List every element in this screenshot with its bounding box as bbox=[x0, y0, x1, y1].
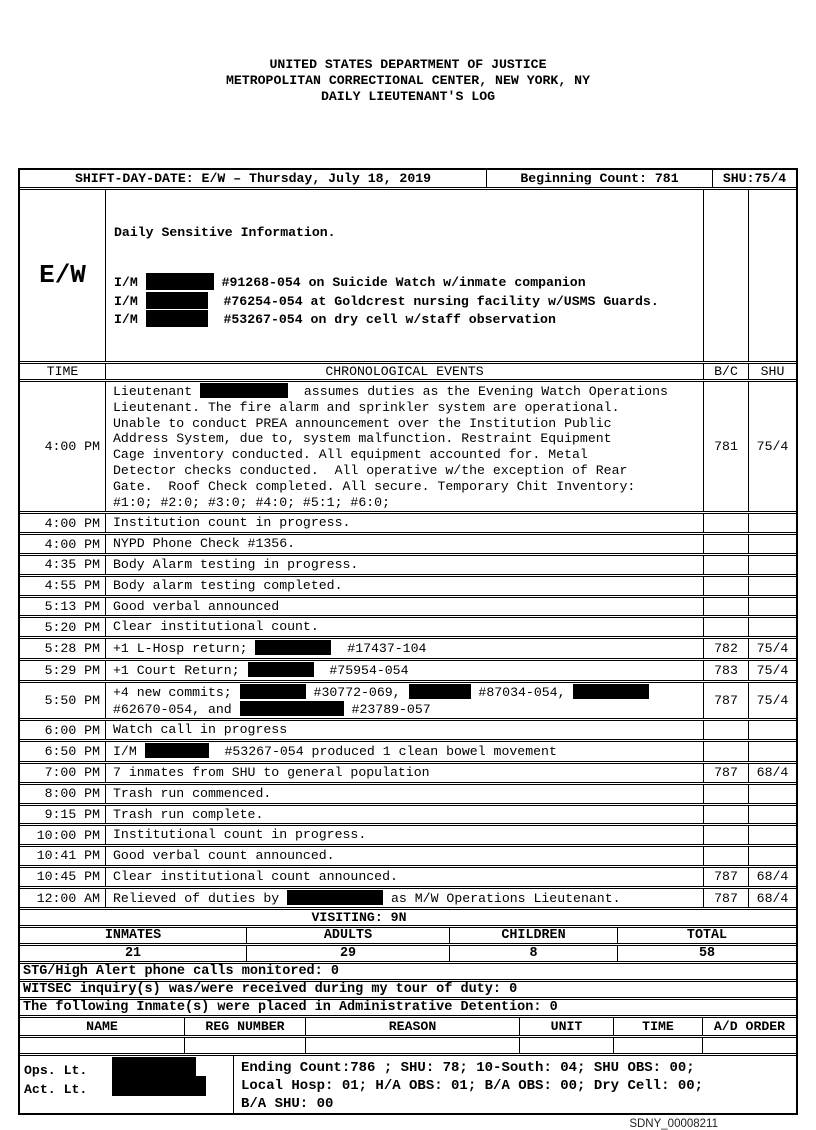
log-row bbox=[20, 617, 796, 637]
event-bc: 787 bbox=[703, 889, 748, 908]
text-segment: assumes duties as the Evening Watch Operations bbox=[288, 383, 668, 399]
text-segment: I/M bbox=[114, 293, 146, 309]
ad-empty-cell bbox=[184, 1038, 305, 1053]
signature-line bbox=[24, 1078, 233, 1097]
event-time: 5:20 PM bbox=[44, 619, 100, 635]
header-agency: UNITED STATES DEPARTMENT OF JUSTICE bbox=[269, 57, 547, 72]
event-shu bbox=[748, 721, 796, 739]
column-header-time: TIME bbox=[46, 363, 79, 379]
sensitive-line bbox=[114, 273, 703, 291]
visiting-column-header: CHILDREN bbox=[449, 928, 617, 943]
event-line bbox=[113, 640, 703, 657]
text-segment: Relieved of duties by bbox=[113, 890, 288, 906]
event-bc bbox=[703, 556, 748, 574]
event-text bbox=[105, 639, 703, 658]
visiting-value: 8 bbox=[449, 946, 617, 961]
text-segment: I/M bbox=[113, 744, 145, 760]
log-row bbox=[20, 660, 796, 681]
text-segment: Clear institutional count announced. bbox=[113, 868, 398, 884]
log-row bbox=[20, 846, 796, 866]
event-text bbox=[105, 721, 703, 739]
redaction-bar bbox=[200, 383, 288, 398]
visiting-value: 29 bbox=[246, 946, 449, 961]
text-segment: #1:0; #2:0; #3:0; #4:0; #5:1; #6:0; bbox=[113, 494, 390, 510]
log-row bbox=[20, 867, 796, 887]
event-time: 10:45 PM bbox=[36, 869, 100, 885]
event-bc bbox=[703, 535, 748, 553]
ad-empty-cell bbox=[702, 1038, 796, 1053]
event-bc: 781 bbox=[703, 382, 748, 511]
text-segment: Good verbal count announced. bbox=[113, 848, 335, 864]
event-text bbox=[105, 683, 703, 719]
event-text bbox=[105, 618, 703, 636]
log-row bbox=[20, 784, 796, 804]
event-line bbox=[113, 447, 703, 463]
ad-table-empty-row bbox=[20, 1037, 796, 1054]
sensitive-lines bbox=[114, 273, 703, 328]
text-segment: Clear institutional count. bbox=[113, 619, 319, 635]
event-line bbox=[113, 619, 703, 635]
signature-row bbox=[20, 1055, 796, 1113]
shu-cell-empty bbox=[748, 190, 796, 361]
event-shu: 75/4 bbox=[748, 639, 796, 658]
event-line bbox=[113, 743, 703, 760]
event-line bbox=[113, 869, 703, 885]
visiting-title: VISITING: 9N bbox=[311, 910, 407, 926]
event-line bbox=[113, 662, 703, 679]
event-line bbox=[113, 890, 703, 907]
summary-line: Ending Count:786 ; SHU: 78; 10-South: 04; SHU OBS: 00; bbox=[241, 1060, 695, 1077]
event-text bbox=[105, 577, 703, 595]
event-time: 5:28 PM bbox=[44, 641, 100, 657]
note-row bbox=[20, 963, 796, 980]
text-segment: Body Alarm testing in progress. bbox=[113, 556, 359, 572]
log-row bbox=[20, 741, 796, 762]
event-shu: 68/4 bbox=[748, 764, 796, 782]
event-bc bbox=[703, 742, 748, 761]
event-line bbox=[113, 827, 703, 843]
beginning-count: Beginning Count: 781 bbox=[486, 170, 712, 187]
signature-left-cell bbox=[20, 1056, 233, 1113]
ad-empty-cell bbox=[20, 1038, 184, 1053]
event-time: 10:41 PM bbox=[36, 848, 100, 864]
redaction-bar bbox=[255, 640, 331, 655]
text-segment: +4 new commits; bbox=[113, 684, 240, 700]
redaction-bar bbox=[112, 1057, 196, 1077]
column-header-events: CHRONOLOGICAL EVENTS bbox=[105, 364, 703, 379]
redaction-bar bbox=[248, 662, 314, 677]
log-row bbox=[20, 682, 796, 720]
event-text bbox=[105, 598, 703, 616]
event-shu bbox=[748, 806, 796, 824]
redaction-bar bbox=[287, 890, 383, 905]
visiting-column-header: ADULTS bbox=[246, 928, 449, 943]
signature-label: Act. Lt. bbox=[24, 1082, 88, 1098]
watch-label: E/W bbox=[39, 260, 86, 291]
event-shu: 75/4 bbox=[748, 683, 796, 719]
event-text bbox=[105, 764, 703, 782]
text-segment: as M/W Operations Lieutenant. bbox=[383, 890, 621, 906]
event-text bbox=[105, 785, 703, 803]
text-segment: Trash run commenced. bbox=[113, 785, 272, 801]
event-text bbox=[105, 847, 703, 865]
event-shu bbox=[748, 514, 796, 532]
log-row bbox=[20, 763, 796, 783]
ad-column-header: REASON bbox=[305, 1018, 519, 1035]
text-segment: #53267-054 on dry cell w/staff observation bbox=[207, 312, 556, 328]
log-row bbox=[20, 597, 796, 617]
event-text bbox=[105, 661, 703, 680]
event-shu bbox=[748, 556, 796, 574]
ad-column-header: A/D ORDER bbox=[702, 1018, 796, 1035]
text-segment: Watch call in progress bbox=[113, 722, 288, 738]
visiting-column-header: TOTAL bbox=[617, 928, 796, 943]
sensitive-information-row bbox=[20, 189, 796, 362]
note-text: WITSEC inquiry(s) was/were received during my tour of duty: 0 bbox=[23, 982, 518, 998]
shift-day-date: SHIFT-DAY-DATE: E/W – Thursday, July 18, 2019 bbox=[74, 171, 432, 186]
text-segment: #62670-054, and bbox=[113, 701, 240, 717]
column-header-shu: SHU bbox=[748, 364, 796, 379]
event-line bbox=[113, 479, 703, 495]
text-segment: Lieutenant bbox=[113, 383, 201, 399]
text-segment: +1 Court Return; bbox=[113, 662, 248, 678]
document-header bbox=[0, 0, 816, 105]
event-text bbox=[105, 514, 703, 532]
event-line bbox=[113, 463, 703, 479]
log-row bbox=[20, 825, 796, 845]
event-bc bbox=[703, 598, 748, 616]
log-row bbox=[20, 513, 796, 533]
shift-date-row bbox=[20, 170, 796, 188]
event-bc: 787 bbox=[703, 764, 748, 782]
lieutenant-log-table bbox=[18, 168, 798, 1115]
text-segment: #87034-054, bbox=[470, 684, 574, 700]
event-text bbox=[105, 806, 703, 824]
event-time: 4:00 PM bbox=[44, 515, 100, 531]
event-bc bbox=[703, 826, 748, 844]
event-time: 4:00 PM bbox=[44, 536, 100, 552]
sensitive-information-cell bbox=[105, 190, 703, 361]
event-text bbox=[105, 535, 703, 553]
text-segment: #76254-054 at Goldcrest nursing facility w/USMS Guards. bbox=[207, 293, 659, 309]
event-shu bbox=[748, 847, 796, 865]
redaction-bar bbox=[240, 701, 344, 716]
log-row bbox=[20, 381, 796, 512]
event-line bbox=[113, 599, 703, 615]
event-line bbox=[113, 431, 703, 447]
event-line bbox=[113, 848, 703, 864]
event-shu bbox=[748, 535, 796, 553]
visiting-column-header: INMATES bbox=[104, 928, 162, 944]
event-shu bbox=[748, 598, 796, 616]
text-segment: Good verbal announced bbox=[113, 598, 280, 614]
event-bc: 787 bbox=[703, 868, 748, 886]
event-bc bbox=[703, 721, 748, 739]
signature-label: Ops. Lt. bbox=[24, 1063, 88, 1079]
event-bc: 783 bbox=[703, 661, 748, 680]
event-line bbox=[113, 557, 703, 573]
ad-column-header: TIME bbox=[613, 1018, 702, 1035]
ad-column-header: REG NUMBER bbox=[184, 1018, 305, 1035]
event-line bbox=[113, 765, 703, 781]
redaction-bar bbox=[573, 684, 649, 699]
redaction-bar bbox=[146, 292, 208, 309]
log-row bbox=[20, 638, 796, 659]
sensitive-line bbox=[114, 310, 703, 328]
redaction-bar bbox=[146, 310, 208, 327]
event-time: 4:55 PM bbox=[44, 578, 100, 594]
redaction-bar bbox=[112, 1076, 206, 1096]
text-segment: Trash run complete. bbox=[113, 806, 264, 822]
visiting-value: 21 bbox=[124, 946, 142, 962]
header-facility: METROPOLITAN CORRECTIONAL CENTER, NEW YORK, NY bbox=[225, 73, 591, 88]
log-row bbox=[20, 576, 796, 596]
bates-number: SDNY_00008211 bbox=[629, 1118, 718, 1130]
event-bc bbox=[703, 785, 748, 803]
log-row bbox=[20, 805, 796, 825]
event-time: 5:13 PM bbox=[44, 598, 100, 614]
column-header-bc: B/C bbox=[703, 364, 748, 379]
event-shu: 75/4 bbox=[748, 382, 796, 511]
event-line bbox=[113, 495, 703, 511]
event-line bbox=[113, 400, 703, 416]
event-line bbox=[113, 536, 703, 552]
ad-table-header-row bbox=[20, 1017, 796, 1036]
event-time: 10:00 PM bbox=[36, 827, 100, 843]
text-segment: Body alarm testing completed. bbox=[113, 577, 343, 593]
text-segment: #30772-069, bbox=[305, 684, 409, 700]
text-segment: #23789-057 bbox=[343, 701, 431, 717]
text-segment: I/M bbox=[114, 275, 146, 291]
log-row bbox=[20, 555, 796, 575]
note-text: The following Inmate(s) were placed in Administrative Detention: 0 bbox=[23, 1000, 558, 1016]
event-line bbox=[113, 578, 703, 594]
redaction-bar bbox=[145, 743, 209, 758]
event-time: 4:00 PM bbox=[44, 439, 100, 455]
event-time: 7:00 PM bbox=[44, 765, 100, 781]
text-segment: Institution count in progress. bbox=[113, 515, 351, 531]
redaction-bar bbox=[240, 684, 306, 699]
ad-empty-cell bbox=[305, 1038, 519, 1053]
event-line bbox=[113, 722, 703, 738]
event-bc bbox=[703, 847, 748, 865]
event-line bbox=[113, 383, 703, 400]
shu-count: SHU:75/4 bbox=[712, 170, 796, 187]
text-segment: #91268-054 on Suicide Watch w/inmate companion bbox=[213, 275, 586, 291]
summary-line: Local Hosp: 01; H/A OBS: 01; B/A OBS: 00; Dry Cell: 00; bbox=[241, 1078, 704, 1095]
text-segment: Detector checks conducted. All operative w/the exception of Rear bbox=[113, 462, 628, 478]
sensitive-line bbox=[114, 292, 703, 310]
event-bc bbox=[703, 618, 748, 636]
event-time: 5:29 PM bbox=[44, 662, 100, 678]
note-row bbox=[20, 999, 796, 1016]
log-row bbox=[20, 534, 796, 554]
visiting-columns-row bbox=[20, 927, 796, 944]
event-shu bbox=[748, 826, 796, 844]
event-shu bbox=[748, 577, 796, 595]
event-shu: 75/4 bbox=[748, 661, 796, 680]
log-column-header-row bbox=[20, 363, 796, 380]
event-shu: 68/4 bbox=[748, 889, 796, 908]
event-time: 6:00 PM bbox=[44, 722, 100, 738]
log-row bbox=[20, 888, 796, 909]
sensitive-title: Daily Sensitive Information. bbox=[114, 224, 336, 240]
text-segment: Institutional count in progress. bbox=[113, 827, 367, 843]
event-text bbox=[105, 826, 703, 844]
text-segment: Lieutenant. The fire alarm and sprinkler system are operational. bbox=[113, 399, 620, 415]
summary-line: B/A SHU: 00 bbox=[241, 1096, 334, 1113]
event-text bbox=[105, 382, 703, 511]
visiting-value: 58 bbox=[617, 946, 796, 961]
event-bc bbox=[703, 806, 748, 824]
bc-cell-empty bbox=[703, 190, 748, 361]
ad-empty-cell bbox=[613, 1038, 702, 1053]
text-segment: #17437-104 bbox=[331, 641, 427, 657]
text-segment: NYPD Phone Check #1356. bbox=[113, 536, 296, 552]
event-line bbox=[113, 786, 703, 802]
ad-column-header: NAME bbox=[86, 1019, 118, 1035]
event-shu bbox=[748, 742, 796, 761]
event-time: 8:00 PM bbox=[44, 786, 100, 802]
header-doc-title: DAILY LIEUTENANT'S LOG bbox=[320, 89, 496, 104]
ad-column-header: UNIT bbox=[519, 1018, 613, 1035]
note-text: STG/High Alert phone calls monitored: 0 bbox=[23, 964, 339, 980]
visiting-title-row bbox=[20, 909, 796, 926]
ad-empty-cell bbox=[519, 1038, 613, 1053]
event-time: 6:50 PM bbox=[44, 744, 100, 759]
event-bc: 787 bbox=[703, 683, 748, 719]
event-shu: 68/4 bbox=[748, 868, 796, 886]
text-segment: Address System, due to, system malfunction. Restraint Equipment bbox=[113, 431, 612, 447]
event-text bbox=[105, 889, 703, 908]
event-time: 5:50 PM bbox=[44, 693, 100, 709]
event-line bbox=[113, 701, 703, 718]
event-shu bbox=[748, 618, 796, 636]
redaction-bar bbox=[146, 273, 214, 290]
event-bc: 782 bbox=[703, 639, 748, 658]
text-segment: #53267-054 produced 1 clean bowel movement bbox=[208, 744, 557, 760]
note-row bbox=[20, 981, 796, 998]
event-line bbox=[113, 515, 703, 531]
text-segment: Unable to conduct PREA announcement over the Institution Public bbox=[113, 415, 612, 431]
event-text bbox=[105, 556, 703, 574]
event-line bbox=[113, 684, 703, 701]
log-row bbox=[20, 720, 796, 740]
event-text bbox=[105, 868, 703, 886]
event-time: 12:00 AM bbox=[36, 890, 100, 906]
text-segment: Cage inventory conducted. All equipment accounted for. Metal bbox=[113, 447, 588, 463]
event-time: 4:35 PM bbox=[44, 557, 100, 573]
ending-count-summary bbox=[233, 1056, 796, 1113]
event-line bbox=[113, 416, 703, 432]
event-bc bbox=[703, 577, 748, 595]
redaction-bar bbox=[409, 684, 471, 699]
event-line bbox=[113, 807, 703, 823]
event-text bbox=[105, 742, 703, 761]
event-bc bbox=[703, 514, 748, 532]
text-segment: 7 inmates from SHU to general population bbox=[113, 764, 430, 780]
text-segment: I/M bbox=[114, 312, 146, 328]
event-time: 9:15 PM bbox=[44, 806, 100, 822]
text-segment: +1 L-Hosp return; bbox=[113, 641, 256, 657]
event-shu bbox=[748, 785, 796, 803]
text-segment: Gate. Roof Check completed. All secure. Temporary Chit Inventory: bbox=[113, 478, 636, 494]
text-segment: #75954-054 bbox=[313, 662, 409, 678]
visiting-values-row bbox=[20, 945, 796, 962]
